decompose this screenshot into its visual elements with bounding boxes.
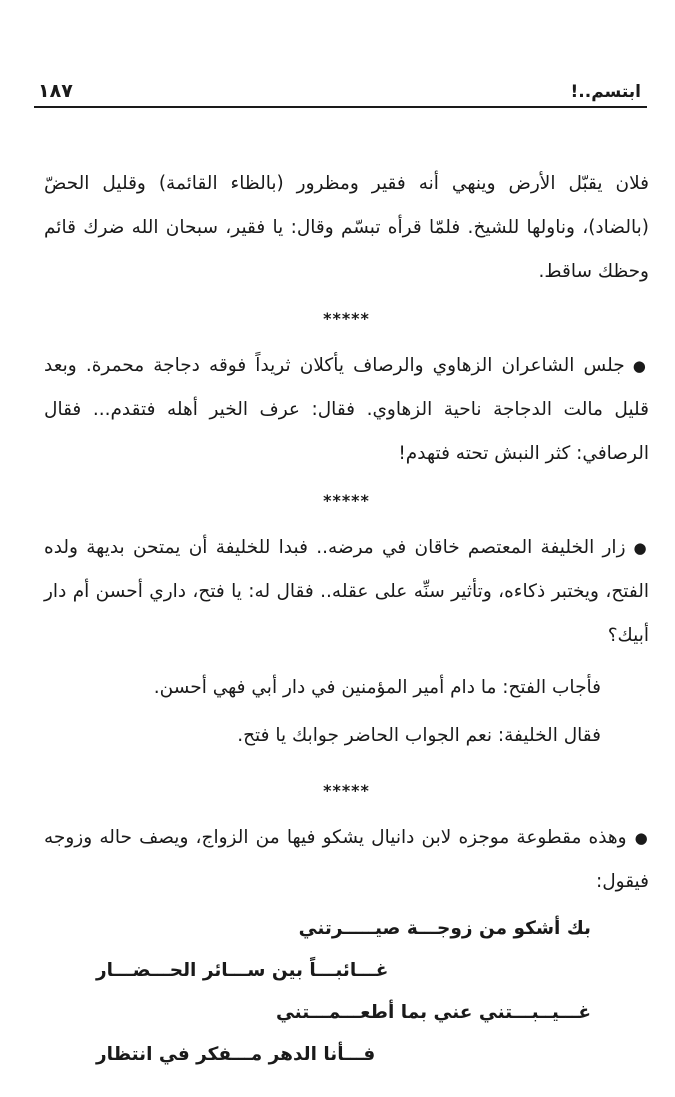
running-title: ابتسم..!: [570, 82, 641, 102]
paragraph-6: [44, 816, 649, 904]
poem-line-2: غـــائبـــاً بين ســـائر الحـــضـــار: [96, 960, 389, 981]
bullet-icon: ●: [634, 829, 649, 847]
paragraph-4: فأجاب الفتح: ما دام أمير المؤمنين في دار أبي فهي أحسن.: [153, 677, 601, 698]
paragraph-5: فقال الخليفة: نعم الجواب الحاضر جوابك يا فتح.: [237, 725, 601, 746]
header-rule: [34, 106, 647, 108]
separator-2: *****: [323, 491, 370, 510]
paragraph-6-text: وهذه مقطوعة موجزه لابن دانيال يشكو فيها من الزواج، ويصف حاله وزوجه فيقول:: [44, 827, 649, 892]
paragraph-2: [44, 344, 649, 476]
paragraph-2-text: جلس الشاعران الزهاوي والرصاف يأكلان ثريداً فوقه دجاجة محمرة. وبعد قليل مالت الدجاجة ناحية الزهاوي. فقال: عرف الخير أهله فتقدم... فقال الرصافي: كثر النبش تحته فتهدم!: [44, 355, 649, 464]
bullet-icon: ●: [632, 357, 650, 375]
poem-line-4: فـــأنا الدهر مـــفكر في انتظار: [96, 1044, 376, 1065]
paragraph-1: فلان يقبّل الأرض وينهي أنه فقير ومظرور (بالظاء القائمة) وقليل الحضّ (بالضاد)، وناولها للشيخ. فلمّا قرأه تبسّم وقال: يا فقير، سبحان الله ضرك قائم وحظك ساقط.: [44, 173, 649, 282]
page-body: [44, 162, 649, 1076]
separator-1: *****: [323, 309, 370, 328]
poem-line-3: غـــيــبـــتني عني بما أطعـــمـــتني: [275, 1002, 591, 1023]
paragraph-3-text: زار الخليفة المعتصم خاقان في مرضه.. فبدا للخليفة أن يمتحن بديهة ولده الفتح، ويختبر ذكاءه، وتأثير سنِّه على عقله.. فقال له: يا فتح، داري أحسن أم دار أبيك؟: [44, 537, 649, 646]
separator-3: *****: [323, 781, 370, 800]
paragraph-3: [44, 526, 649, 658]
page-header: [34, 78, 647, 106]
bullet-icon: ●: [633, 539, 649, 557]
page-number: ١٨٧: [38, 80, 73, 102]
poem: [44, 908, 649, 1076]
poem-line-1: بك أشكو من زوجـــة صيـــــرتني: [298, 918, 591, 939]
